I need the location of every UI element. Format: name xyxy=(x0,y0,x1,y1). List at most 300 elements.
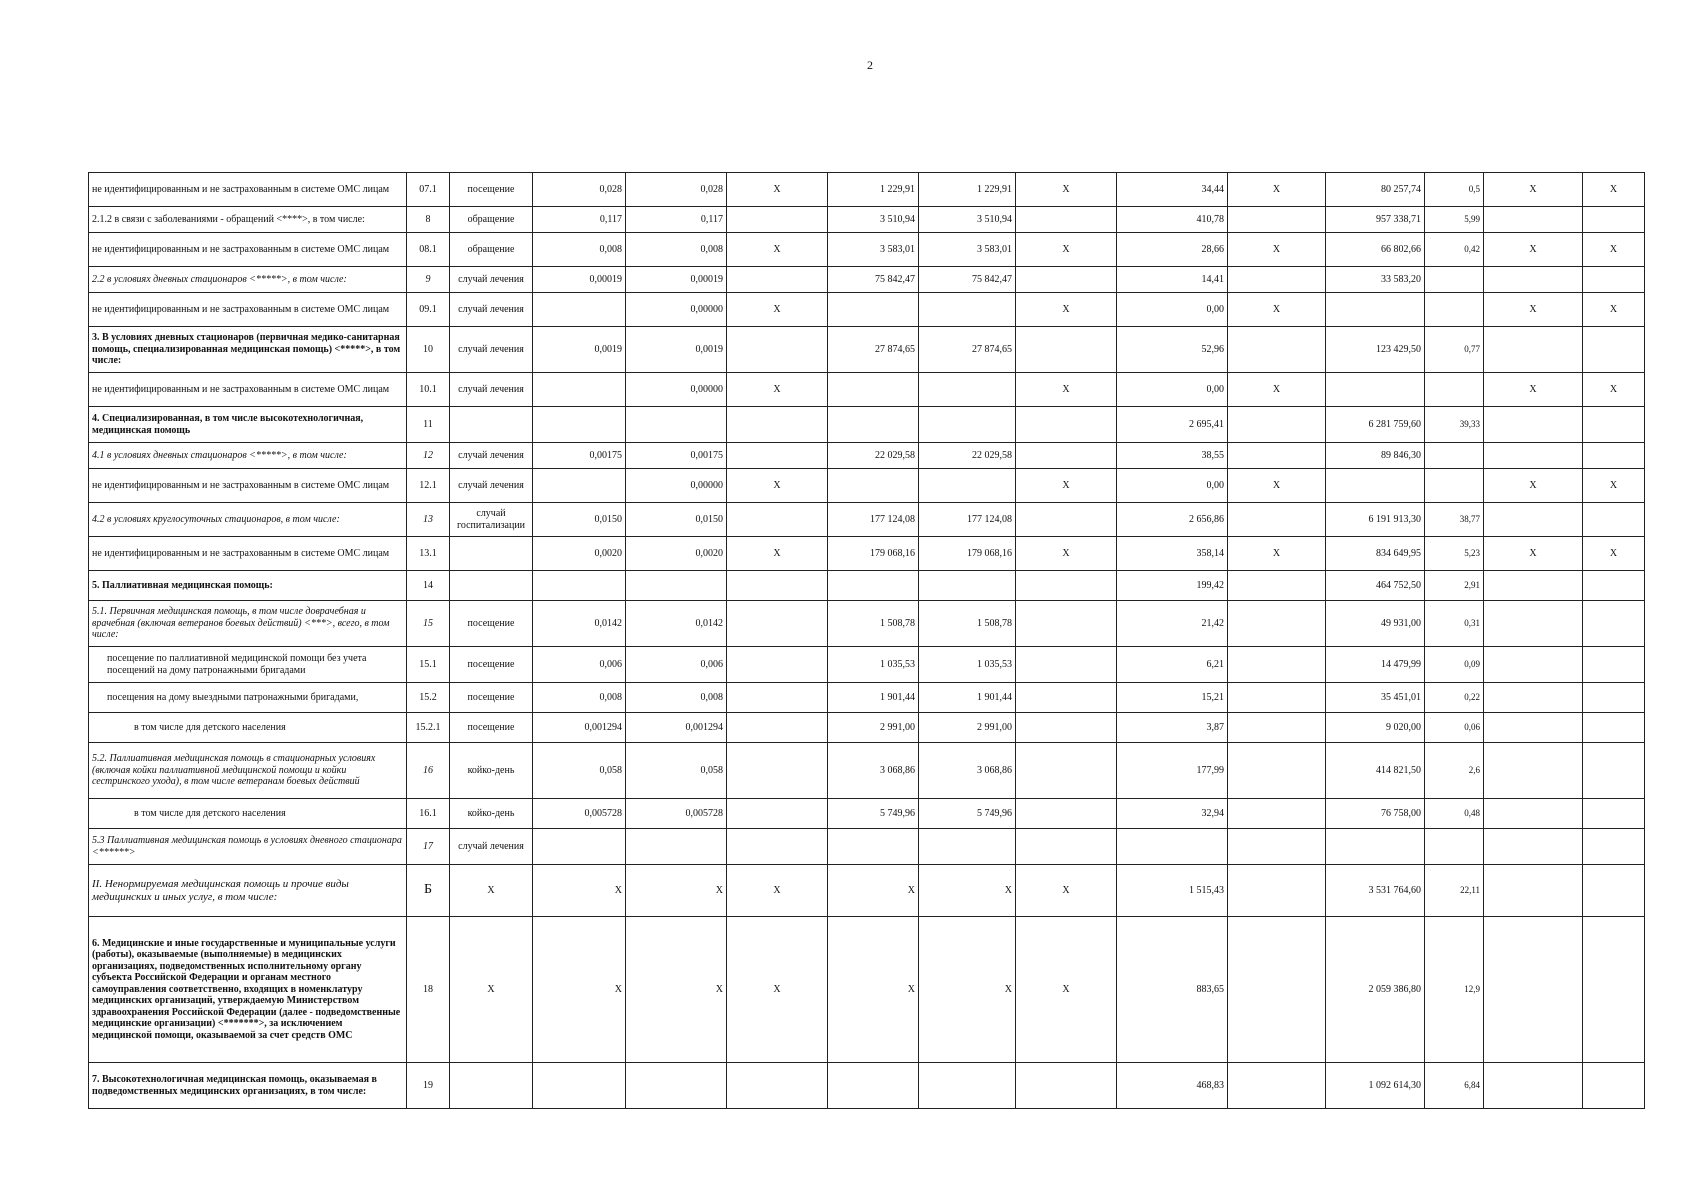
marker-cell xyxy=(1484,917,1583,1063)
table-row xyxy=(89,743,1645,799)
marker-cell: X xyxy=(727,173,828,207)
marker-cell xyxy=(1583,267,1645,293)
marker-cell xyxy=(1228,601,1326,647)
row-unit: посещение xyxy=(450,713,533,743)
cost-normative: 2 991,00 xyxy=(828,713,919,743)
cost-normative: 1 035,53 xyxy=(828,647,919,683)
volume-normative-adjusted xyxy=(626,407,727,443)
per-capita-norm: 0,00 xyxy=(1117,469,1228,503)
marker-cell xyxy=(1583,407,1645,443)
cost-normative-adjusted: 3 583,01 xyxy=(919,233,1016,267)
row-code: 8 xyxy=(407,207,450,233)
row-code: 9 xyxy=(407,267,450,293)
marker-cell: X xyxy=(727,537,828,571)
row-name: не идентифицированным и не застрахованным в системе ОМС лицам xyxy=(89,373,407,407)
marker-cell: X xyxy=(1016,233,1117,267)
row-code: 08.1 xyxy=(407,233,450,267)
cost-normative xyxy=(828,469,919,503)
marker-cell xyxy=(1583,799,1645,829)
cost-normative-adjusted: 1 229,91 xyxy=(919,173,1016,207)
row-code: 16 xyxy=(407,743,450,799)
marker-cell xyxy=(1484,267,1583,293)
marker-cell xyxy=(727,407,828,443)
total-cost xyxy=(1326,373,1425,407)
total-cost xyxy=(1326,293,1425,327)
per-capita-norm: 38,55 xyxy=(1117,443,1228,469)
marker-cell: X xyxy=(1583,469,1645,503)
per-capita-norm: 468,83 xyxy=(1117,1063,1228,1109)
total-cost xyxy=(1326,829,1425,865)
marker-cell: X xyxy=(1016,469,1117,503)
cost-normative-adjusted xyxy=(919,407,1016,443)
total-cost: 2 059 386,80 xyxy=(1326,917,1425,1063)
marker-cell xyxy=(1228,267,1326,293)
row-unit xyxy=(450,1063,533,1109)
share-percent: 0,06 xyxy=(1425,713,1484,743)
total-cost: 66 802,66 xyxy=(1326,233,1425,267)
row-unit: койко-день xyxy=(450,799,533,829)
row-unit: обращение xyxy=(450,233,533,267)
marker-cell xyxy=(1484,683,1583,713)
cost-normative xyxy=(828,829,919,865)
cost-normative-adjusted: 5 749,96 xyxy=(919,799,1016,829)
total-cost: 14 479,99 xyxy=(1326,647,1425,683)
per-capita-norm: 883,65 xyxy=(1117,917,1228,1063)
total-cost: 33 583,20 xyxy=(1326,267,1425,293)
row-unit: койко-день xyxy=(450,743,533,799)
row-code: 15.1 xyxy=(407,647,450,683)
share-percent: 5,99 xyxy=(1425,207,1484,233)
volume-normative xyxy=(533,829,626,865)
marker-cell xyxy=(1583,917,1645,1063)
marker-cell xyxy=(727,1063,828,1109)
share-percent: 22,11 xyxy=(1425,865,1484,917)
cost-normative-adjusted xyxy=(919,469,1016,503)
cost-normative-adjusted: 1 508,78 xyxy=(919,601,1016,647)
row-code: 07.1 xyxy=(407,173,450,207)
cost-normative-adjusted xyxy=(919,293,1016,327)
marker-cell xyxy=(1228,407,1326,443)
volume-normative: 0,0150 xyxy=(533,503,626,537)
per-capita-norm: 177,99 xyxy=(1117,743,1228,799)
marker-cell xyxy=(727,443,828,469)
row-name: 2.2 в условиях дневных стационаров <*****>, в том числе: xyxy=(89,267,407,293)
table-row xyxy=(89,917,1645,1063)
row-code: 09.1 xyxy=(407,293,450,327)
marker-cell xyxy=(1484,865,1583,917)
row-unit: случай лечения xyxy=(450,373,533,407)
volume-normative: 0,005728 xyxy=(533,799,626,829)
row-unit xyxy=(450,571,533,601)
cost-normative-adjusted: 22 029,58 xyxy=(919,443,1016,469)
marker-cell xyxy=(727,647,828,683)
marker-cell xyxy=(1016,571,1117,601)
total-cost: 6 191 913,30 xyxy=(1326,503,1425,537)
row-name: не идентифицированным и не застрахованным в системе ОМС лицам xyxy=(89,469,407,503)
cost-normative-adjusted: 1 035,53 xyxy=(919,647,1016,683)
marker-cell: X xyxy=(727,233,828,267)
share-percent: 6,84 xyxy=(1425,1063,1484,1109)
marker-cell xyxy=(1228,799,1326,829)
cost-normative: 3 510,94 xyxy=(828,207,919,233)
volume-normative-adjusted: 0,006 xyxy=(626,647,727,683)
cost-normative-adjusted xyxy=(919,1063,1016,1109)
per-capita-norm: 358,14 xyxy=(1117,537,1228,571)
row-unit: случай лечения xyxy=(450,443,533,469)
row-name: в том числе для детского населения xyxy=(89,799,407,829)
cost-normative: 1 229,91 xyxy=(828,173,919,207)
table-row xyxy=(89,865,1645,917)
row-name: 7. Высокотехнологичная медицинская помощь, оказываемая в подведомственных медицинских организациях, в том числе: xyxy=(89,1063,407,1109)
table-row xyxy=(89,601,1645,647)
marker-cell: X xyxy=(1016,173,1117,207)
marker-cell xyxy=(1583,601,1645,647)
marker-cell xyxy=(1016,829,1117,865)
marker-cell xyxy=(1583,1063,1645,1109)
row-code: 15.2 xyxy=(407,683,450,713)
marker-cell xyxy=(1484,647,1583,683)
cost-normative-adjusted: 3 068,86 xyxy=(919,743,1016,799)
volume-normative: 0,008 xyxy=(533,233,626,267)
row-code: 17 xyxy=(407,829,450,865)
share-percent xyxy=(1425,469,1484,503)
table-row xyxy=(89,713,1645,743)
volume-normative: 0,00175 xyxy=(533,443,626,469)
volume-normative: 0,006 xyxy=(533,647,626,683)
marker-cell: X xyxy=(1583,537,1645,571)
marker-cell xyxy=(727,327,828,373)
cost-normative: Х xyxy=(828,865,919,917)
cost-normative xyxy=(828,407,919,443)
marker-cell xyxy=(727,601,828,647)
row-name: посещение по паллиативной медицинской помощи без учета посещений на дому патронажными бригадами xyxy=(89,647,407,683)
marker-cell xyxy=(1228,327,1326,373)
marker-cell: X xyxy=(1228,233,1326,267)
row-name: не идентифицированным и не застрахованным в системе ОМС лицам xyxy=(89,293,407,327)
share-percent: 0,77 xyxy=(1425,327,1484,373)
row-name: 5.1. Первичная медицинская помощь, в том числе доврачебная и врачебная (включая ветеранов боевых действий) <***>, всего, в том числе: xyxy=(89,601,407,647)
volume-normative: 0,058 xyxy=(533,743,626,799)
per-capita-norm: 21,42 xyxy=(1117,601,1228,647)
marker-cell xyxy=(1583,865,1645,917)
marker-cell xyxy=(1484,601,1583,647)
per-capita-norm: 0,00 xyxy=(1117,373,1228,407)
cost-normative-adjusted: 3 510,94 xyxy=(919,207,1016,233)
total-cost: 1 092 614,30 xyxy=(1326,1063,1425,1109)
row-unit xyxy=(450,407,533,443)
total-cost: 3 531 764,60 xyxy=(1326,865,1425,917)
cost-normative-adjusted: Х xyxy=(919,917,1016,1063)
cost-normative-adjusted: Х xyxy=(919,865,1016,917)
cost-normative xyxy=(828,293,919,327)
volume-normative-adjusted: 0,00175 xyxy=(626,443,727,469)
marker-cell xyxy=(1484,713,1583,743)
row-name: 2.1.2 в связи с заболеваниями - обращений <****>, в том числе: xyxy=(89,207,407,233)
cost-normative: 3 583,01 xyxy=(828,233,919,267)
volume-normative: Х xyxy=(533,917,626,1063)
marker-cell xyxy=(1484,503,1583,537)
cost-normative xyxy=(828,1063,919,1109)
per-capita-norm: 1 515,43 xyxy=(1117,865,1228,917)
cost-normative: 1 508,78 xyxy=(828,601,919,647)
row-name: 5.2. Паллиативная медицинская помощь в стационарных условиях (включая койки паллиативной медицинской помощи и койки сестринского ухода), в том числе ветеранам боевых действий xyxy=(89,743,407,799)
marker-cell xyxy=(1016,713,1117,743)
row-unit: случай госпитализации xyxy=(450,503,533,537)
row-unit: посещение xyxy=(450,173,533,207)
marker-cell: X xyxy=(727,373,828,407)
marker-cell xyxy=(1016,1063,1117,1109)
share-percent: 12,9 xyxy=(1425,917,1484,1063)
marker-cell xyxy=(1228,1063,1326,1109)
marker-cell: X xyxy=(1583,373,1645,407)
per-capita-norm: 34,44 xyxy=(1117,173,1228,207)
cost-normative: 75 842,47 xyxy=(828,267,919,293)
marker-cell xyxy=(1016,407,1117,443)
per-capita-norm: 199,42 xyxy=(1117,571,1228,601)
marker-cell xyxy=(1228,683,1326,713)
table-row xyxy=(89,571,1645,601)
marker-cell: X xyxy=(1484,537,1583,571)
row-unit: случай лечения xyxy=(450,293,533,327)
per-capita-norm: 28,66 xyxy=(1117,233,1228,267)
marker-cell xyxy=(1484,327,1583,373)
row-unit: посещение xyxy=(450,601,533,647)
marker-cell xyxy=(1228,865,1326,917)
table-row xyxy=(89,443,1645,469)
cost-normative-adjusted: 179 068,16 xyxy=(919,537,1016,571)
marker-cell xyxy=(1228,713,1326,743)
volume-normative: Х xyxy=(533,865,626,917)
marker-cell xyxy=(727,743,828,799)
total-cost: 957 338,71 xyxy=(1326,207,1425,233)
total-cost: 80 257,74 xyxy=(1326,173,1425,207)
marker-cell xyxy=(1583,683,1645,713)
share-percent: 38,77 xyxy=(1425,503,1484,537)
marker-cell: X xyxy=(1484,293,1583,327)
total-cost: 834 649,95 xyxy=(1326,537,1425,571)
marker-cell: Х xyxy=(1016,865,1117,917)
marker-cell xyxy=(1484,829,1583,865)
marker-cell xyxy=(1583,503,1645,537)
table-body xyxy=(89,173,1645,1109)
row-name: 6. Медицинские и иные государственные и муниципальные услуги (работы), оказываемые (выполняемые) в медицинских организациях, подведомственных исполнительному органу субъекта Российской Федерации и органам местного самоуправления соответственно, входящих в номенклатуру медицинских организаций, утверждаемую Министерством здравоохранения Российской Федерации (далее - подведомственные медицинские организации) <*******>, за исключением медицинской помощи, оказываемой за счет средств ОМС xyxy=(89,917,407,1063)
marker-cell xyxy=(1583,571,1645,601)
table-row xyxy=(89,233,1645,267)
row-name: не идентифицированным и не застрахованным в системе ОМС лицам xyxy=(89,173,407,207)
marker-cell xyxy=(1016,327,1117,373)
cost-normative-adjusted: 2 991,00 xyxy=(919,713,1016,743)
marker-cell xyxy=(1228,917,1326,1063)
marker-cell xyxy=(1484,407,1583,443)
marker-cell: X xyxy=(727,469,828,503)
volume-normative: 0,0142 xyxy=(533,601,626,647)
volume-normative-adjusted: 0,005728 xyxy=(626,799,727,829)
table-row xyxy=(89,373,1645,407)
marker-cell xyxy=(1228,647,1326,683)
marker-cell xyxy=(1484,207,1583,233)
marker-cell: X xyxy=(1484,373,1583,407)
marker-cell xyxy=(1228,571,1326,601)
volume-normative xyxy=(533,373,626,407)
marker-cell xyxy=(1228,743,1326,799)
row-code: 12.1 xyxy=(407,469,450,503)
marker-cell xyxy=(727,267,828,293)
table-row xyxy=(89,1063,1645,1109)
volume-normative xyxy=(533,469,626,503)
row-unit: случай лечения xyxy=(450,469,533,503)
marker-cell xyxy=(727,571,828,601)
share-percent: 39,33 xyxy=(1425,407,1484,443)
share-percent: 0,09 xyxy=(1425,647,1484,683)
cost-normative: 1 901,44 xyxy=(828,683,919,713)
volume-normative-adjusted xyxy=(626,829,727,865)
row-code: Б xyxy=(407,865,450,917)
row-name: II. Ненормируемая медицинская помощь и прочие виды медицинских и иных услуг, в том числе: xyxy=(89,865,407,917)
marker-cell xyxy=(1228,207,1326,233)
volume-normative-adjusted: 0,00019 xyxy=(626,267,727,293)
volume-normative-adjusted xyxy=(626,1063,727,1109)
cost-normative: 5 749,96 xyxy=(828,799,919,829)
volume-normative xyxy=(533,571,626,601)
total-cost: 35 451,01 xyxy=(1326,683,1425,713)
per-capita-norm: 3,87 xyxy=(1117,713,1228,743)
total-cost: 123 429,50 xyxy=(1326,327,1425,373)
row-code: 13.1 xyxy=(407,537,450,571)
share-percent: 5,23 xyxy=(1425,537,1484,571)
marker-cell xyxy=(727,503,828,537)
volume-normative-adjusted: Х xyxy=(626,865,727,917)
per-capita-norm: 15,21 xyxy=(1117,683,1228,713)
cost-normative-adjusted: 177 124,08 xyxy=(919,503,1016,537)
total-cost xyxy=(1326,469,1425,503)
share-percent xyxy=(1425,373,1484,407)
cost-normative: 177 124,08 xyxy=(828,503,919,537)
total-cost: 89 846,30 xyxy=(1326,443,1425,469)
row-code: 14 xyxy=(407,571,450,601)
cost-normative-adjusted: 1 901,44 xyxy=(919,683,1016,713)
row-unit: обращение xyxy=(450,207,533,233)
share-percent: 2,91 xyxy=(1425,571,1484,601)
marker-cell: Х xyxy=(1016,917,1117,1063)
share-percent: 0,31 xyxy=(1425,601,1484,647)
medical-care-cost-table xyxy=(88,172,1645,1109)
volume-normative: 0,00019 xyxy=(533,267,626,293)
volume-normative xyxy=(533,293,626,327)
cost-normative: 3 068,86 xyxy=(828,743,919,799)
per-capita-norm: 0,00 xyxy=(1117,293,1228,327)
marker-cell xyxy=(1484,1063,1583,1109)
volume-normative-adjusted xyxy=(626,571,727,601)
cost-normative-adjusted xyxy=(919,571,1016,601)
cost-normative: 22 029,58 xyxy=(828,443,919,469)
volume-normative: 0,028 xyxy=(533,173,626,207)
volume-normative xyxy=(533,407,626,443)
per-capita-norm: 2 695,41 xyxy=(1117,407,1228,443)
marker-cell: Х xyxy=(727,917,828,1063)
row-name: 5. Паллиативная медицинская помощь: xyxy=(89,571,407,601)
row-unit: посещение xyxy=(450,683,533,713)
row-name: 4.2 в условиях круглосуточных стационаров, в том числе: xyxy=(89,503,407,537)
marker-cell xyxy=(1016,683,1117,713)
total-cost: 464 752,50 xyxy=(1326,571,1425,601)
row-code: 15.2.1 xyxy=(407,713,450,743)
row-name: 4.1 в условиях дневных стационаров <*****>, в том числе: xyxy=(89,443,407,469)
per-capita-norm: 2 656,86 xyxy=(1117,503,1228,537)
marker-cell xyxy=(1016,743,1117,799)
marker-cell xyxy=(1228,829,1326,865)
total-cost: 49 931,00 xyxy=(1326,601,1425,647)
row-unit: Х xyxy=(450,865,533,917)
per-capita-norm: 410,78 xyxy=(1117,207,1228,233)
marker-cell xyxy=(727,683,828,713)
per-capita-norm: 32,94 xyxy=(1117,799,1228,829)
page-number: 2 xyxy=(867,58,873,72)
marker-cell xyxy=(1484,443,1583,469)
share-percent: 0,48 xyxy=(1425,799,1484,829)
volume-normative-adjusted: 0,0020 xyxy=(626,537,727,571)
table-row xyxy=(89,293,1645,327)
volume-normative-adjusted: Х xyxy=(626,917,727,1063)
table-row xyxy=(89,829,1645,865)
row-code: 13 xyxy=(407,503,450,537)
volume-normative-adjusted: 0,117 xyxy=(626,207,727,233)
volume-normative-adjusted: 0,008 xyxy=(626,233,727,267)
share-percent xyxy=(1425,267,1484,293)
marker-cell: X xyxy=(1016,537,1117,571)
marker-cell: X xyxy=(1484,469,1583,503)
cost-normative xyxy=(828,571,919,601)
table-row xyxy=(89,327,1645,373)
volume-normative-adjusted: 0,0019 xyxy=(626,327,727,373)
share-percent xyxy=(1425,829,1484,865)
volume-normative: 0,0020 xyxy=(533,537,626,571)
per-capita-norm: 6,21 xyxy=(1117,647,1228,683)
share-percent: 0,22 xyxy=(1425,683,1484,713)
row-name: 5.3 Паллиативная медицинская помощь в условиях дневного стационара <******> xyxy=(89,829,407,865)
marker-cell xyxy=(1228,503,1326,537)
row-name: 4. Специализированная, в том числе высокотехнологичная, медицинская помощь xyxy=(89,407,407,443)
row-code: 15 xyxy=(407,601,450,647)
volume-normative: 0,008 xyxy=(533,683,626,713)
row-unit: случай лечения xyxy=(450,267,533,293)
row-code: 18 xyxy=(407,917,450,1063)
total-cost: 76 758,00 xyxy=(1326,799,1425,829)
marker-cell xyxy=(1583,647,1645,683)
marker-cell xyxy=(1016,601,1117,647)
marker-cell xyxy=(1484,571,1583,601)
marker-cell xyxy=(1016,207,1117,233)
row-code: 19 xyxy=(407,1063,450,1109)
marker-cell: Х xyxy=(727,865,828,917)
share-percent xyxy=(1425,293,1484,327)
volume-normative-adjusted: 0,0150 xyxy=(626,503,727,537)
marker-cell xyxy=(727,207,828,233)
marker-cell xyxy=(1016,799,1117,829)
row-unit xyxy=(450,537,533,571)
row-unit: случай лечения xyxy=(450,829,533,865)
volume-normative-adjusted: 0,028 xyxy=(626,173,727,207)
row-unit: Х xyxy=(450,917,533,1063)
volume-normative-adjusted: 0,008 xyxy=(626,683,727,713)
row-unit: посещение xyxy=(450,647,533,683)
table-row xyxy=(89,207,1645,233)
marker-cell: X xyxy=(727,293,828,327)
marker-cell xyxy=(1583,207,1645,233)
marker-cell xyxy=(1583,713,1645,743)
volume-normative: 0,117 xyxy=(533,207,626,233)
row-code: 16.1 xyxy=(407,799,450,829)
cost-normative-adjusted xyxy=(919,373,1016,407)
